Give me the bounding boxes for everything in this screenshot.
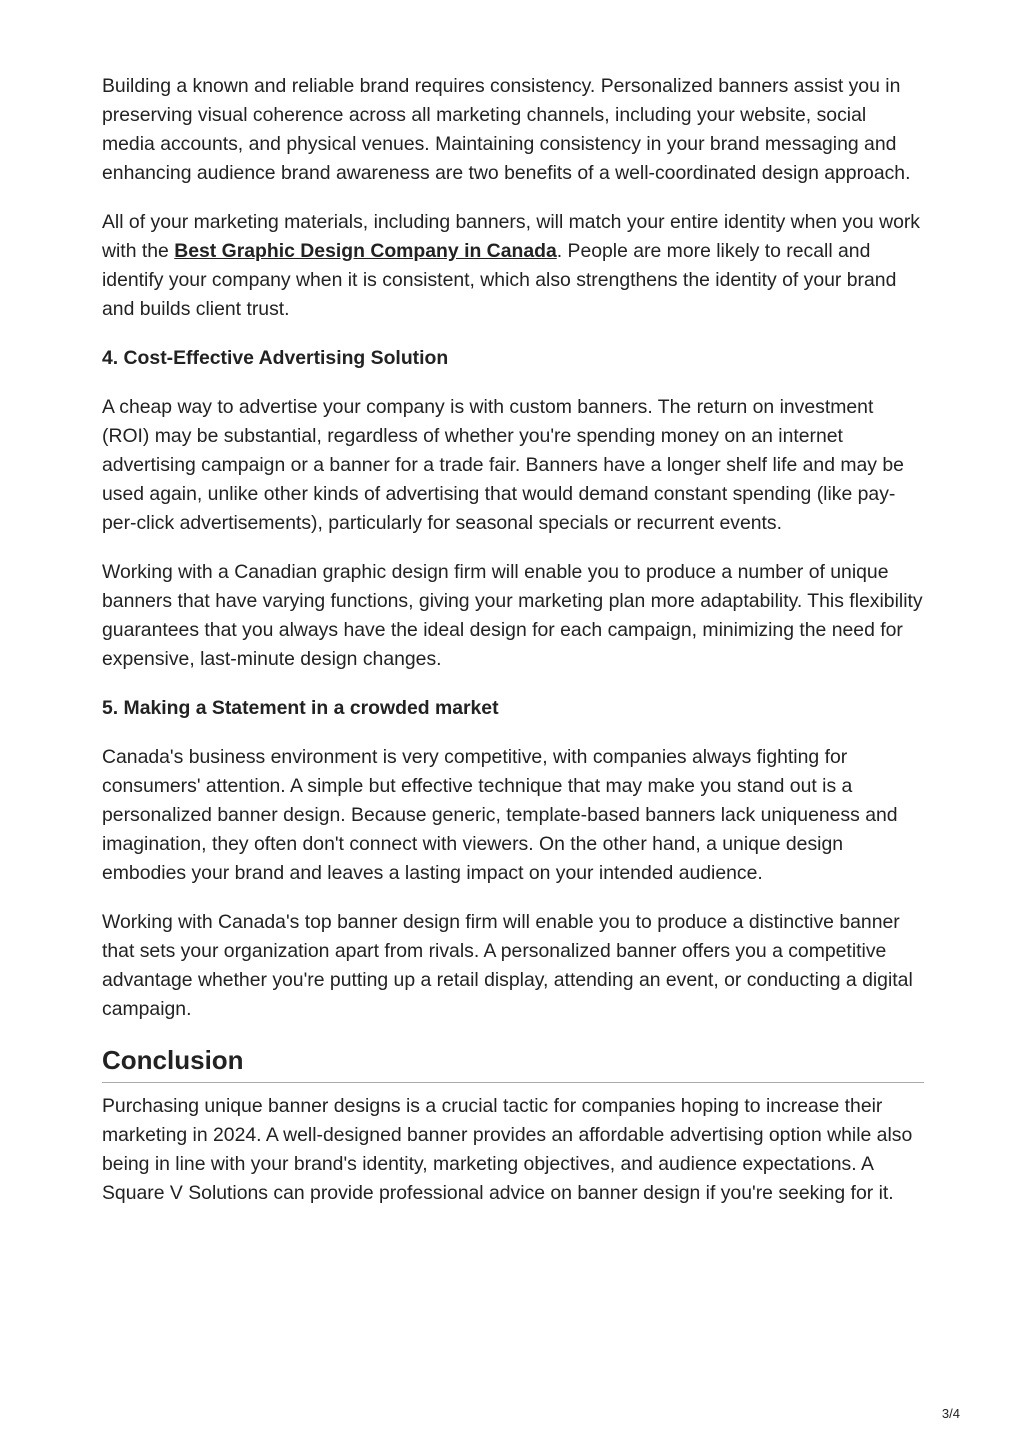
heading-conclusion: Conclusion bbox=[102, 1044, 924, 1083]
page-number: 3/4 bbox=[941, 1406, 960, 1421]
paragraph-brand-consistency: Building a known and reliable brand requires consistency. Personalized banners assist you in preserving visual coherence across all marketing channels, including your website, social media accounts, and physical venues. Maintaining consistency in your brand messaging and enhancing audience brand awareness are two benefits of a well-coordinated design approach. bbox=[102, 75, 911, 184]
heading-making-statement: 5. Making a Statement in a crowded market bbox=[102, 697, 499, 719]
paragraph-conclusion: Purchasing unique banner designs is a crucial tactic for companies hoping to increase their marketing in 2024. A well-designed banner provides an affordable advertising option while also being in line with your brand's identity, marketing objectives, and audience expectations. A Square V Solutions can provide professional advice on banner design if you're seeking for it. bbox=[102, 1095, 913, 1204]
paragraph-identity-text-after: . People are more likely to recall and identify your company when it is consistent, which also strengthens the identity of your brand and builds client trust. bbox=[102, 240, 897, 320]
heading-cost-effective: 4. Cost-Effective Advertising Solution bbox=[102, 347, 449, 369]
paragraph-top-banner-firm: Working with Canada's top banner design firm will enable you to produce a distinctive banner that sets your organization apart from rivals. A personalized banner offers you a competitive advantage whether you're putting up a retail display, attending an event, or conducting a digital campaign. bbox=[102, 911, 913, 1020]
best-graphic-design-company-link[interactable]: Best Graphic Design Company in Canada bbox=[174, 240, 557, 262]
paragraph-canadian-firm: Working with a Canadian graphic design firm will enable you to produce a number of unique banners that have varying functions, giving your marketing plan more adaptability. This flexibility guarantees that you always have the ideal design for each campaign, minimizing the need for expensive, last-minute design changes. bbox=[102, 561, 923, 670]
document-page bbox=[102, 72, 924, 1228]
paragraph-identity-text-before: All of your marketing materials, including banners, will match your entire identity when you work with the bbox=[102, 211, 921, 262]
paragraph-competitive-environment: Canada's business environment is very competitive, with companies always fighting for consumers' attention. A simple but effective technique that may make you stand out is a personalized banner design. Because generic, template-based banners lack uniqueness and imagination, they often don't connect with viewers. On the other hand, a unique design embodies your brand and leaves a lasting impact on your intended audience. bbox=[102, 746, 898, 884]
paragraph-identity bbox=[102, 208, 924, 324]
paragraph-cheap-advertising: A cheap way to advertise your company is with custom banners. The return on investment (ROI) may be substantial, regardless of whether you're spending money on an internet advertising campaign or a banner for a trade fair. Banners have a longer shelf life and may be used again, unlike other kinds of advertising that would demand constant spending (like pay-per-click advertisements), particularly for seasonal specials or recurrent events. bbox=[102, 396, 904, 534]
